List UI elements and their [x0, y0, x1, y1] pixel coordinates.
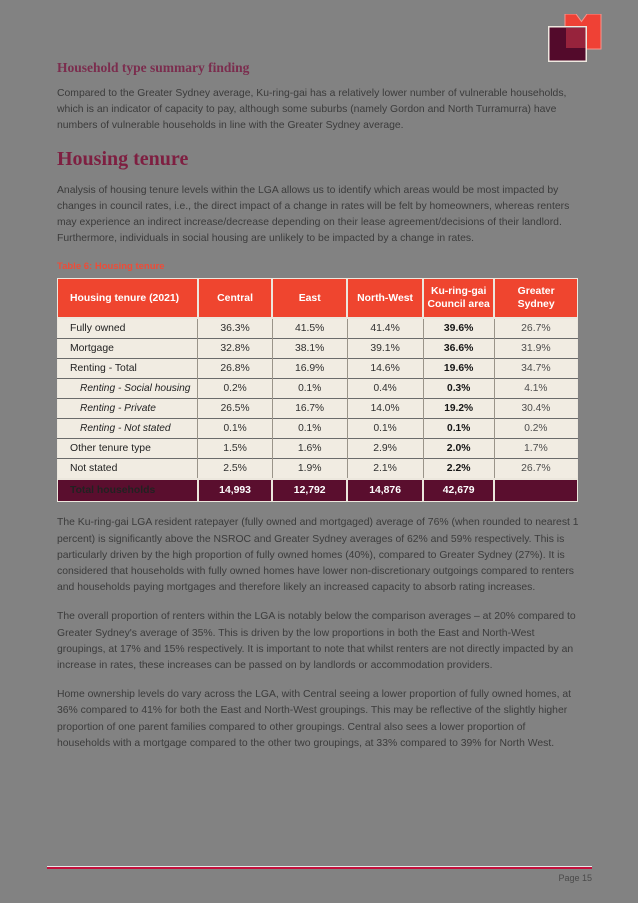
table-cell: 2.5% [198, 459, 272, 480]
table-header-cell: East [272, 279, 347, 319]
table-header [58, 279, 578, 319]
table-cell: 34.7% [494, 359, 577, 379]
table-cell: 19.2% [423, 399, 494, 419]
table-header-cell: Greater Sydney [494, 279, 577, 319]
total-row-cell: 14,993 [198, 479, 272, 502]
table-cell: 0.3% [423, 379, 494, 399]
table-cell: 0.2% [494, 419, 577, 439]
total-row-cell: 42,679 [423, 479, 494, 502]
table-cell: 26.7% [494, 318, 577, 339]
table-cell: 0.2% [198, 379, 272, 399]
table-row [58, 359, 578, 379]
table-cell: 16.9% [272, 359, 347, 379]
table-header-cell: Housing tenure (2021) [58, 279, 198, 319]
table-cell: 4.1% [494, 379, 577, 399]
total-row-cell: 14,876 [347, 479, 423, 502]
table-cell: 2.2% [423, 459, 494, 480]
row-label: Renting - Private [58, 399, 198, 419]
row-label: Renting - Total [58, 359, 198, 379]
table-header-cell: Ku-ring-gai Council area [423, 279, 494, 319]
table-cell: 41.4% [347, 318, 423, 339]
total-row-cell: 12,792 [272, 479, 347, 502]
table-cell: 26.8% [198, 359, 272, 379]
row-label: Other tenure type [58, 439, 198, 459]
table-row [58, 318, 578, 339]
total-row-label: Total households [58, 479, 198, 502]
household-summary-heading: Household type summary finding [57, 60, 250, 75]
row-label: Mortgage [58, 339, 198, 359]
table-row [58, 419, 578, 439]
table-cell: 0.1% [423, 419, 494, 439]
table-caption: Table 6: Housing tenure [57, 261, 165, 273]
row-label: Renting - Not stated [58, 419, 198, 439]
table-cell: 0.1% [347, 419, 423, 439]
table-cell: 38.1% [272, 339, 347, 359]
table-row [58, 399, 578, 419]
table-cell: 0.1% [272, 419, 347, 439]
table-row [58, 459, 578, 480]
housing-tenure-table [57, 278, 578, 502]
table-cell: 0.1% [272, 379, 347, 399]
table-cell: 32.8% [198, 339, 272, 359]
household-summary-paragraph: Compared to the Greater Sydney average, Ku-ring-gai has a relatively lower number of vulnerable households, which is an indicator of capacity to pay, although some suburbs (namely Gordon and North Turramurra) have numbers of vulnerable households in line with the Greater Sydney average. [57, 88, 567, 132]
logo-graphic [548, 14, 602, 62]
table-cell: 0.1% [198, 419, 272, 439]
table-cell: 0.4% [347, 379, 423, 399]
table-cell: 1.9% [272, 459, 347, 480]
page-number: Page 15 [558, 873, 592, 883]
table-total-row [58, 479, 578, 502]
page-content [57, 60, 580, 765]
table-cell: 2.0% [423, 439, 494, 459]
table-cell: 30.4% [494, 399, 577, 419]
table-header-cell: North-West [347, 279, 423, 319]
table-cell: 36.3% [198, 318, 272, 339]
row-label: Renting - Social housing [58, 379, 198, 399]
table-cell: 14.0% [347, 399, 423, 419]
table-cell: 19.6% [423, 359, 494, 379]
analysis-paragraph-3: Home ownership levels do vary across the LGA, with Central seeing a lower proportion of fully owned homes, at 36% compared to 41% for both the East and North-West groupings. This may be reflective of the slightly higher proportion of one parent families compared to other groupings. Central also sees a lower proportion of households with a mortgage compared to the other two groupings, at 33% compared to 39% for North West. [57, 689, 572, 749]
table-cell: 26.5% [198, 399, 272, 419]
table-cell: 1.5% [198, 439, 272, 459]
table-row [58, 339, 578, 359]
table-row [58, 439, 578, 459]
table-row [58, 379, 578, 399]
analysis-paragraph-2: The overall proportion of renters within the LGA is notably below the comparison averages – at 20% compared to Greater Sydney's average of 35%. This is driven by the low proportions in both the East and North-West groupings, at 17% and 15% respectively. It is important to note that whilst renters are not directly impacted by an increase in rates, these increases can be passed on by landlords or accommodation providers. [57, 611, 576, 672]
table-cell: 1.6% [272, 439, 347, 459]
footer-rule [47, 866, 592, 869]
table-cell: 41.5% [272, 318, 347, 339]
analysis-paragraph-1: The Ku-ring-gai LGA resident ratepayer (fully owned and mortgaged) average of 76% (when rounded to nearest 1 percent) is significantly above the NSROC and Greater Sydney averages of 62% and 59% respectively. This is particularly driven by the high proportion of fully owned homes (40%), compared to Greater Sydney (27%). It is considered that households with fully owned homes have lower non-discretionary outgoings compared to renters and households paying mortgages and therefore likely an increased capacity to absorb rating increases. [57, 517, 579, 594]
housing-tenure-heading: Housing tenure [57, 147, 189, 170]
row-label: Not stated [58, 459, 198, 480]
table-cell: 39.1% [347, 339, 423, 359]
table-cell: 31.9% [494, 339, 577, 359]
table-cell: 36.6% [423, 339, 494, 359]
housing-tenure-paragraph: Analysis of housing tenure levels within the LGA allows us to identify which areas would be most impacted by changes in council rates, i.e., the direct impact of a change in rates will be felt by homeowners, whereas renters may experience an indirect increase/decrease depending on their lease agreement/decisions of their landlord. Furthermore, individuals in social housing are unlikely to be impacted by a change in rates. [57, 184, 570, 245]
table-cell: 2.1% [347, 459, 423, 480]
total-row-cell [494, 479, 577, 502]
table-cell: 39.6% [423, 318, 494, 339]
table-cell: 2.9% [347, 439, 423, 459]
row-label: Fully owned [58, 318, 198, 339]
table-cell: 1.7% [494, 439, 577, 459]
page-footer [47, 866, 592, 883]
two-overlapping-squares-logo [548, 14, 602, 62]
table-cell: 14.6% [347, 359, 423, 379]
table-header-cell: Central [198, 279, 272, 319]
table-cell: 16.7% [272, 399, 347, 419]
table-cell: 26.7% [494, 459, 577, 480]
